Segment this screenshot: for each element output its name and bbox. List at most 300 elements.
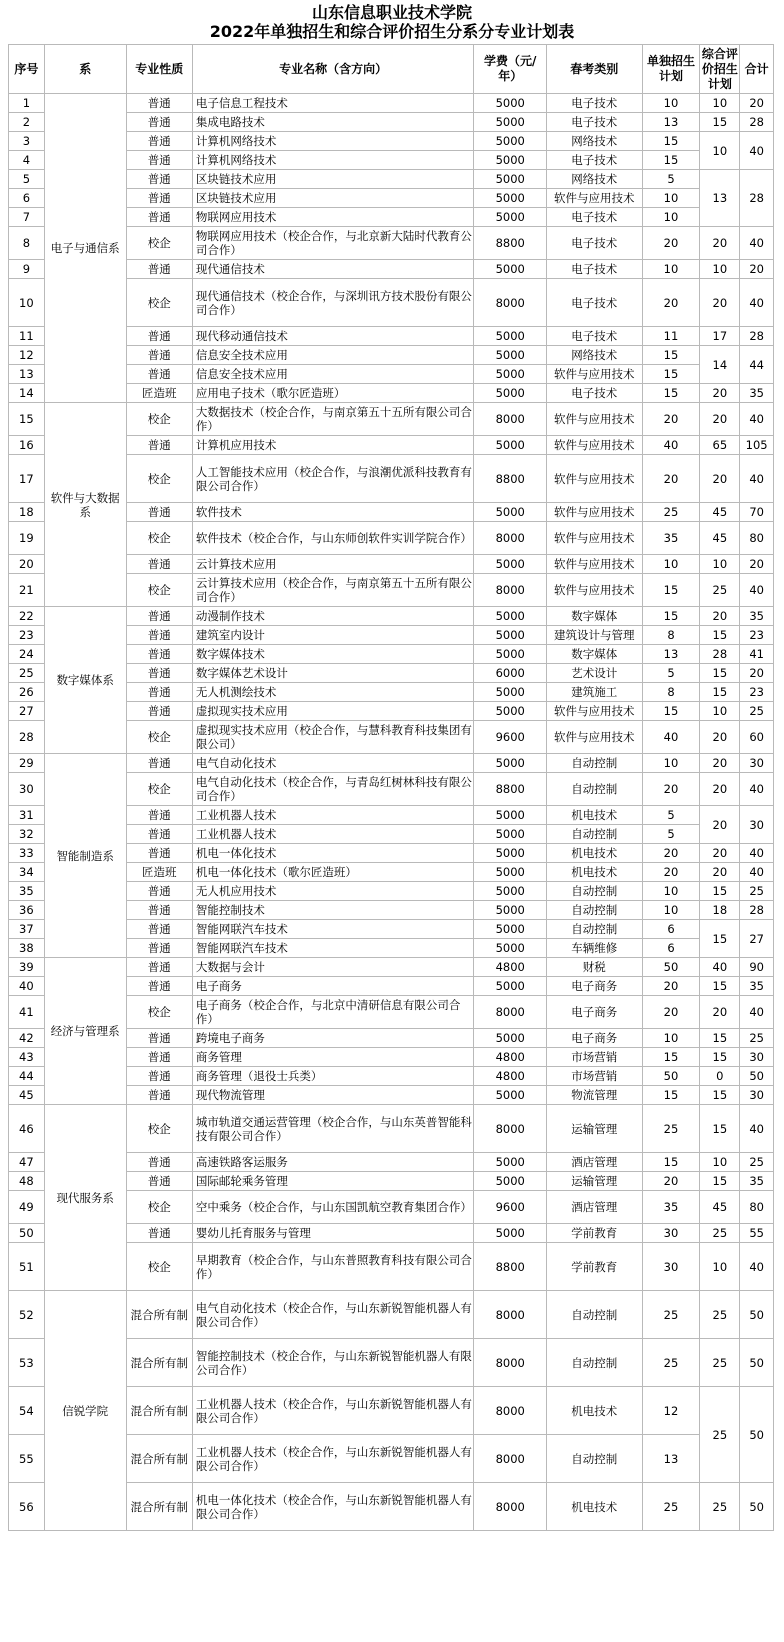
- single-plan: 15: [642, 132, 700, 151]
- row-total: 20: [740, 555, 774, 574]
- comprehensive-plan: 15: [700, 113, 740, 132]
- header-total: 合计: [740, 45, 774, 94]
- major-name: 机电一体化技术（歌尔匠造班）: [192, 863, 474, 882]
- tuition-fee: 8000: [474, 522, 547, 555]
- tuition-fee: 8000: [474, 1339, 547, 1387]
- major-name: 商务管理: [192, 1048, 474, 1067]
- major-type: 普通: [126, 607, 192, 626]
- single-plan: 25: [642, 1483, 700, 1531]
- comprehensive-plan: 45: [700, 522, 740, 555]
- row-total: 25: [740, 702, 774, 721]
- row-number: 52: [9, 1291, 45, 1339]
- row-total: 50: [740, 1339, 774, 1387]
- row-total: 35: [740, 607, 774, 626]
- row-number: 8: [9, 227, 45, 260]
- major-name: 现代通信技术（校企合作，与深圳讯方技术股份有限公司合作）: [192, 279, 474, 327]
- single-plan: 12: [642, 1387, 700, 1435]
- row-number: 53: [9, 1339, 45, 1387]
- major-name: 现代移动通信技术: [192, 327, 474, 346]
- row-number: 32: [9, 825, 45, 844]
- single-plan: 35: [642, 522, 700, 555]
- major-name: 区块链技术应用: [192, 170, 474, 189]
- table-row: [9, 958, 774, 977]
- major-name: 机电一体化技术（校企合作，与山东新锐智能机器人有限公司合作）: [192, 1483, 474, 1531]
- comprehensive-plan: 40: [700, 958, 740, 977]
- row-number: 34: [9, 863, 45, 882]
- comprehensive-plan: 20: [700, 863, 740, 882]
- major-name: 数字媒体技术: [192, 645, 474, 664]
- row-total: 30: [740, 1048, 774, 1067]
- major-type: 校企: [126, 996, 192, 1029]
- row-number: 48: [9, 1172, 45, 1191]
- row-total: 44: [740, 346, 774, 384]
- major-type: 普通: [126, 1153, 192, 1172]
- row-number: 7: [9, 208, 45, 227]
- title-line-2: 2022年单独招生和综合评价招生分系分专业计划表: [209, 22, 575, 41]
- row-total: 40: [740, 863, 774, 882]
- major-name: 智能网联汽车技术: [192, 920, 474, 939]
- major-name: 电气自动化技术（校企合作，与青岛红树林科技有限公司合作）: [192, 773, 474, 806]
- row-number: 39: [9, 958, 45, 977]
- tuition-fee: 8000: [474, 1387, 547, 1435]
- row-total: 30: [740, 754, 774, 773]
- major-type: 校企: [126, 1243, 192, 1291]
- major-type: 普通: [126, 189, 192, 208]
- comprehensive-plan: 15: [700, 1086, 740, 1105]
- header-major: 专业名称（含方向）: [192, 45, 474, 94]
- comprehensive-plan: 28: [700, 645, 740, 664]
- major-name: 高速铁路客运服务: [192, 1153, 474, 1172]
- exam-category: 软件与应用技术: [546, 721, 642, 754]
- tuition-fee: 5000: [474, 365, 547, 384]
- row-number: 29: [9, 754, 45, 773]
- exam-category: 艺术设计: [546, 664, 642, 683]
- single-plan: 15: [642, 607, 700, 626]
- row-total: 25: [740, 1029, 774, 1048]
- comprehensive-plan: 65: [700, 436, 740, 455]
- row-total: 50: [740, 1067, 774, 1086]
- major-type: 普通: [126, 327, 192, 346]
- comprehensive-plan: 10: [700, 1243, 740, 1291]
- row-number: 11: [9, 327, 45, 346]
- exam-category: 建筑设计与管理: [546, 626, 642, 645]
- comprehensive-plan: 45: [700, 1191, 740, 1224]
- major-name: 集成电路技术: [192, 113, 474, 132]
- row-number: 24: [9, 645, 45, 664]
- single-plan: 10: [642, 1029, 700, 1048]
- major-name: 建筑室内设计: [192, 626, 474, 645]
- department-name: 信锐学院: [44, 1291, 126, 1531]
- comprehensive-plan: 20: [700, 607, 740, 626]
- single-plan: 15: [642, 151, 700, 170]
- single-plan: 13: [642, 113, 700, 132]
- single-plan: 13: [642, 645, 700, 664]
- tuition-fee: 9600: [474, 1191, 547, 1224]
- single-plan: 15: [642, 1048, 700, 1067]
- row-total: 23: [740, 626, 774, 645]
- exam-category: 电子技术: [546, 227, 642, 260]
- exam-category: 机电技术: [546, 844, 642, 863]
- major-type: 普通: [126, 346, 192, 365]
- tuition-fee: 5000: [474, 346, 547, 365]
- row-number: 4: [9, 151, 45, 170]
- table-row: [9, 1291, 774, 1339]
- single-plan: 6: [642, 920, 700, 939]
- department-name: 数字媒体系: [44, 607, 126, 754]
- major-type: 普通: [126, 1224, 192, 1243]
- major-name: 国际邮轮乘务管理: [192, 1172, 474, 1191]
- row-number: 55: [9, 1435, 45, 1483]
- row-number: 3: [9, 132, 45, 151]
- major-type: 普通: [126, 664, 192, 683]
- table-row: [9, 94, 774, 113]
- comprehensive-plan: 20: [700, 279, 740, 327]
- row-number: 43: [9, 1048, 45, 1067]
- single-plan: 25: [642, 1291, 700, 1339]
- comprehensive-plan: 15: [700, 1172, 740, 1191]
- exam-category: 市场营销: [546, 1048, 642, 1067]
- major-name: 商务管理（退役士兵类）: [192, 1067, 474, 1086]
- major-name: 工业机器人技术（校企合作，与山东新锐智能机器人有限公司合作）: [192, 1435, 474, 1483]
- tuition-fee: 5000: [474, 754, 547, 773]
- comprehensive-plan: 13: [700, 170, 740, 227]
- row-number: 15: [9, 403, 45, 436]
- exam-category: 建筑施工: [546, 683, 642, 702]
- tuition-fee: 5000: [474, 882, 547, 901]
- single-plan: 6: [642, 939, 700, 958]
- exam-category: 电子技术: [546, 94, 642, 113]
- major-name: 人工智能技术应用（校企合作，与浪潮优派科技教育有限公司合作）: [192, 455, 474, 503]
- major-type: 普通: [126, 920, 192, 939]
- tuition-fee: 5000: [474, 1153, 547, 1172]
- single-plan: 35: [642, 1191, 700, 1224]
- major-type: 普通: [126, 882, 192, 901]
- comprehensive-plan: 20: [700, 403, 740, 436]
- row-number: 9: [9, 260, 45, 279]
- row-total: 50: [740, 1483, 774, 1531]
- major-type: 普通: [126, 170, 192, 189]
- major-type: 校企: [126, 455, 192, 503]
- header-comprehensive-plan: 综合评价招生计划: [700, 45, 740, 94]
- single-plan: 5: [642, 806, 700, 825]
- major-type: 普通: [126, 151, 192, 170]
- table-row: [9, 607, 774, 626]
- major-type: 普通: [126, 754, 192, 773]
- tuition-fee: 5000: [474, 1086, 547, 1105]
- tuition-fee: 5000: [474, 327, 547, 346]
- major-name: 智能控制技术: [192, 901, 474, 920]
- tuition-fee: 5000: [474, 208, 547, 227]
- row-total: 23: [740, 683, 774, 702]
- tuition-fee: 5000: [474, 920, 547, 939]
- exam-category: 网络技术: [546, 346, 642, 365]
- exam-category: 运输管理: [546, 1172, 642, 1191]
- major-name: 工业机器人技术: [192, 825, 474, 844]
- comprehensive-plan: 45: [700, 503, 740, 522]
- row-number: 17: [9, 455, 45, 503]
- row-total: 55: [740, 1224, 774, 1243]
- comprehensive-plan: 25: [700, 1224, 740, 1243]
- tuition-fee: 5000: [474, 555, 547, 574]
- comprehensive-plan: 25: [700, 1387, 740, 1483]
- comprehensive-plan: 20: [700, 384, 740, 403]
- comprehensive-plan: 15: [700, 626, 740, 645]
- major-type: 混合所有制: [126, 1387, 192, 1435]
- exam-category: 电子技术: [546, 260, 642, 279]
- row-number: 44: [9, 1067, 45, 1086]
- tuition-fee: 5000: [474, 806, 547, 825]
- row-number: 45: [9, 1086, 45, 1105]
- major-name: 云计算技术应用（校企合作，与南京第五十五所有限公司合作）: [192, 574, 474, 607]
- exam-category: 自动控制: [546, 920, 642, 939]
- tuition-fee: 8000: [474, 574, 547, 607]
- row-total: 28: [740, 170, 774, 227]
- major-type: 校企: [126, 1191, 192, 1224]
- major-name: 计算机网络技术: [192, 132, 474, 151]
- comprehensive-plan: 20: [700, 227, 740, 260]
- department-name: 现代服务系: [44, 1105, 126, 1291]
- row-total: 27: [740, 920, 774, 958]
- tuition-fee: 8000: [474, 279, 547, 327]
- comprehensive-plan: 15: [700, 882, 740, 901]
- single-plan: 50: [642, 958, 700, 977]
- header-single-plan: 单独招生计划: [642, 45, 700, 94]
- major-name: 软件技术（校企合作，与山东师创软件实训学院合作）: [192, 522, 474, 555]
- row-number: 46: [9, 1105, 45, 1153]
- major-name: 区块链技术应用: [192, 189, 474, 208]
- row-total: 105: [740, 436, 774, 455]
- row-total: 80: [740, 1191, 774, 1224]
- exam-category: 酒店管理: [546, 1153, 642, 1172]
- tuition-fee: 5000: [474, 977, 547, 996]
- major-type: 普通: [126, 94, 192, 113]
- major-type: 普通: [126, 645, 192, 664]
- tuition-fee: 8000: [474, 1291, 547, 1339]
- exam-category: 数字媒体: [546, 645, 642, 664]
- major-type: 普通: [126, 208, 192, 227]
- exam-category: 软件与应用技术: [546, 436, 642, 455]
- comprehensive-plan: 25: [700, 574, 740, 607]
- comprehensive-plan: 20: [700, 844, 740, 863]
- major-name: 早期教育（校企合作，与山东普照教育科技有限公司合作）: [192, 1243, 474, 1291]
- major-type: 校企: [126, 773, 192, 806]
- tuition-fee: 5000: [474, 825, 547, 844]
- row-number: 23: [9, 626, 45, 645]
- row-number: 18: [9, 503, 45, 522]
- exam-category: 数字媒体: [546, 607, 642, 626]
- row-total: 28: [740, 327, 774, 346]
- major-name: 大数据与会计: [192, 958, 474, 977]
- major-name: 动漫制作技术: [192, 607, 474, 626]
- row-total: 30: [740, 806, 774, 844]
- comprehensive-plan: 15: [700, 1048, 740, 1067]
- exam-category: 软件与应用技术: [546, 365, 642, 384]
- major-type: 混合所有制: [126, 1339, 192, 1387]
- comprehensive-plan: 17: [700, 327, 740, 346]
- major-type: 普通: [126, 683, 192, 702]
- single-plan: 5: [642, 170, 700, 189]
- exam-category: 软件与应用技术: [546, 189, 642, 208]
- department-name: 软件与大数据系: [44, 403, 126, 607]
- comprehensive-plan: 0: [700, 1067, 740, 1086]
- major-name: 信息安全技术应用: [192, 346, 474, 365]
- major-name: 物联网应用技术: [192, 208, 474, 227]
- tuition-fee: 5000: [474, 901, 547, 920]
- major-name: 虚拟现实技术应用（校企合作，与慧科教育科技集团有限公司）: [192, 721, 474, 754]
- row-number: 56: [9, 1483, 45, 1531]
- header-category: 春考类别: [546, 45, 642, 94]
- major-name: 信息安全技术应用: [192, 365, 474, 384]
- exam-category: 市场营销: [546, 1067, 642, 1086]
- major-type: 校企: [126, 1105, 192, 1153]
- comprehensive-plan: 15: [700, 683, 740, 702]
- tuition-fee: 8000: [474, 1435, 547, 1483]
- major-name: 大数据技术（校企合作，与南京第五十五所有限公司合作）: [192, 403, 474, 436]
- major-type: 普通: [126, 958, 192, 977]
- tuition-fee: 5000: [474, 626, 547, 645]
- major-type: 普通: [126, 365, 192, 384]
- single-plan: 10: [642, 901, 700, 920]
- row-total: 40: [740, 1105, 774, 1153]
- major-name: 智能控制技术（校企合作，与山东新锐智能机器人有限公司合作）: [192, 1339, 474, 1387]
- major-type: 普通: [126, 1172, 192, 1191]
- exam-category: 财税: [546, 958, 642, 977]
- row-total: 40: [740, 996, 774, 1029]
- major-type: 匠造班: [126, 384, 192, 403]
- exam-category: 网络技术: [546, 170, 642, 189]
- row-number: 51: [9, 1243, 45, 1291]
- table-row: [9, 754, 774, 773]
- single-plan: 8: [642, 626, 700, 645]
- major-name: 电子信息工程技术: [192, 94, 474, 113]
- row-total: 20: [740, 94, 774, 113]
- exam-category: 软件与应用技术: [546, 522, 642, 555]
- single-plan: 8: [642, 683, 700, 702]
- major-name: 电气自动化技术（校企合作，与山东新锐智能机器人有限公司合作）: [192, 1291, 474, 1339]
- single-plan: 40: [642, 721, 700, 754]
- exam-category: 软件与应用技术: [546, 574, 642, 607]
- major-type: 混合所有制: [126, 1291, 192, 1339]
- row-number: 20: [9, 555, 45, 574]
- exam-category: 电子商务: [546, 1029, 642, 1048]
- major-name: 电子商务: [192, 977, 474, 996]
- comprehensive-plan: 25: [700, 1483, 740, 1531]
- exam-category: 自动控制: [546, 1291, 642, 1339]
- comprehensive-plan: 15: [700, 1105, 740, 1153]
- row-total: 20: [740, 260, 774, 279]
- single-plan: 20: [642, 403, 700, 436]
- table-row: [9, 1105, 774, 1153]
- row-number: 21: [9, 574, 45, 607]
- major-name: 工业机器人技术（校企合作，与山东新锐智能机器人有限公司合作）: [192, 1387, 474, 1435]
- tuition-fee: 4800: [474, 958, 547, 977]
- single-plan: 25: [642, 1339, 700, 1387]
- row-number: 36: [9, 901, 45, 920]
- exam-category: 自动控制: [546, 773, 642, 806]
- table-body: [9, 94, 774, 1531]
- tuition-fee: 5000: [474, 260, 547, 279]
- single-plan: 10: [642, 882, 700, 901]
- major-name: 电气自动化技术: [192, 754, 474, 773]
- exam-category: 车辆维修: [546, 939, 642, 958]
- row-total: 40: [740, 844, 774, 863]
- single-plan: 11: [642, 327, 700, 346]
- major-name: 无人机测绘技术: [192, 683, 474, 702]
- exam-category: 机电技术: [546, 1387, 642, 1435]
- major-name: 婴幼儿托育服务与管理: [192, 1224, 474, 1243]
- tuition-fee: 5000: [474, 645, 547, 664]
- major-name: 现代通信技术: [192, 260, 474, 279]
- major-type: 普通: [126, 1086, 192, 1105]
- tuition-fee: 9600: [474, 721, 547, 754]
- major-type: 普通: [126, 132, 192, 151]
- single-plan: 20: [642, 844, 700, 863]
- row-number: 31: [9, 806, 45, 825]
- row-number: 38: [9, 939, 45, 958]
- exam-category: 软件与应用技术: [546, 555, 642, 574]
- exam-category: 电子技术: [546, 327, 642, 346]
- exam-category: 电子技术: [546, 151, 642, 170]
- major-type: 普通: [126, 825, 192, 844]
- major-name: 跨境电子商务: [192, 1029, 474, 1048]
- row-number: 33: [9, 844, 45, 863]
- major-type: 普通: [126, 806, 192, 825]
- row-number: 27: [9, 702, 45, 721]
- exam-category: 自动控制: [546, 1339, 642, 1387]
- row-number: 5: [9, 170, 45, 189]
- comprehensive-plan: 20: [700, 754, 740, 773]
- major-type: 普通: [126, 977, 192, 996]
- row-total: 40: [740, 574, 774, 607]
- row-number: 30: [9, 773, 45, 806]
- exam-category: 自动控制: [546, 1435, 642, 1483]
- single-plan: 25: [642, 503, 700, 522]
- major-name: 应用电子技术（歌尔匠造班）: [192, 384, 474, 403]
- tuition-fee: 8000: [474, 1483, 547, 1531]
- row-total: 35: [740, 977, 774, 996]
- major-type: 普通: [126, 1029, 192, 1048]
- tuition-fee: 5000: [474, 170, 547, 189]
- exam-category: 网络技术: [546, 132, 642, 151]
- header-dept: 系: [44, 45, 126, 94]
- major-type: 校企: [126, 403, 192, 436]
- single-plan: 50: [642, 1067, 700, 1086]
- tuition-fee: 8800: [474, 773, 547, 806]
- tuition-fee: 5000: [474, 1224, 547, 1243]
- row-total: 90: [740, 958, 774, 977]
- row-number: 10: [9, 279, 45, 327]
- tuition-fee: 5000: [474, 939, 547, 958]
- row-total: 28: [740, 901, 774, 920]
- comprehensive-plan: 20: [700, 773, 740, 806]
- department-name: 经济与管理系: [44, 958, 126, 1105]
- major-name: 虚拟现实技术应用: [192, 702, 474, 721]
- row-total: 28: [740, 113, 774, 132]
- row-number: 1: [9, 94, 45, 113]
- major-name: 计算机网络技术: [192, 151, 474, 170]
- single-plan: 30: [642, 1224, 700, 1243]
- comprehensive-plan: 20: [700, 996, 740, 1029]
- tuition-fee: 5000: [474, 94, 547, 113]
- single-plan: 20: [642, 773, 700, 806]
- row-number: 35: [9, 882, 45, 901]
- exam-category: 机电技术: [546, 806, 642, 825]
- major-name: 现代物流管理: [192, 1086, 474, 1105]
- row-number: 14: [9, 384, 45, 403]
- exam-category: 物流管理: [546, 1086, 642, 1105]
- row-total: 40: [740, 227, 774, 260]
- comprehensive-plan: 18: [700, 901, 740, 920]
